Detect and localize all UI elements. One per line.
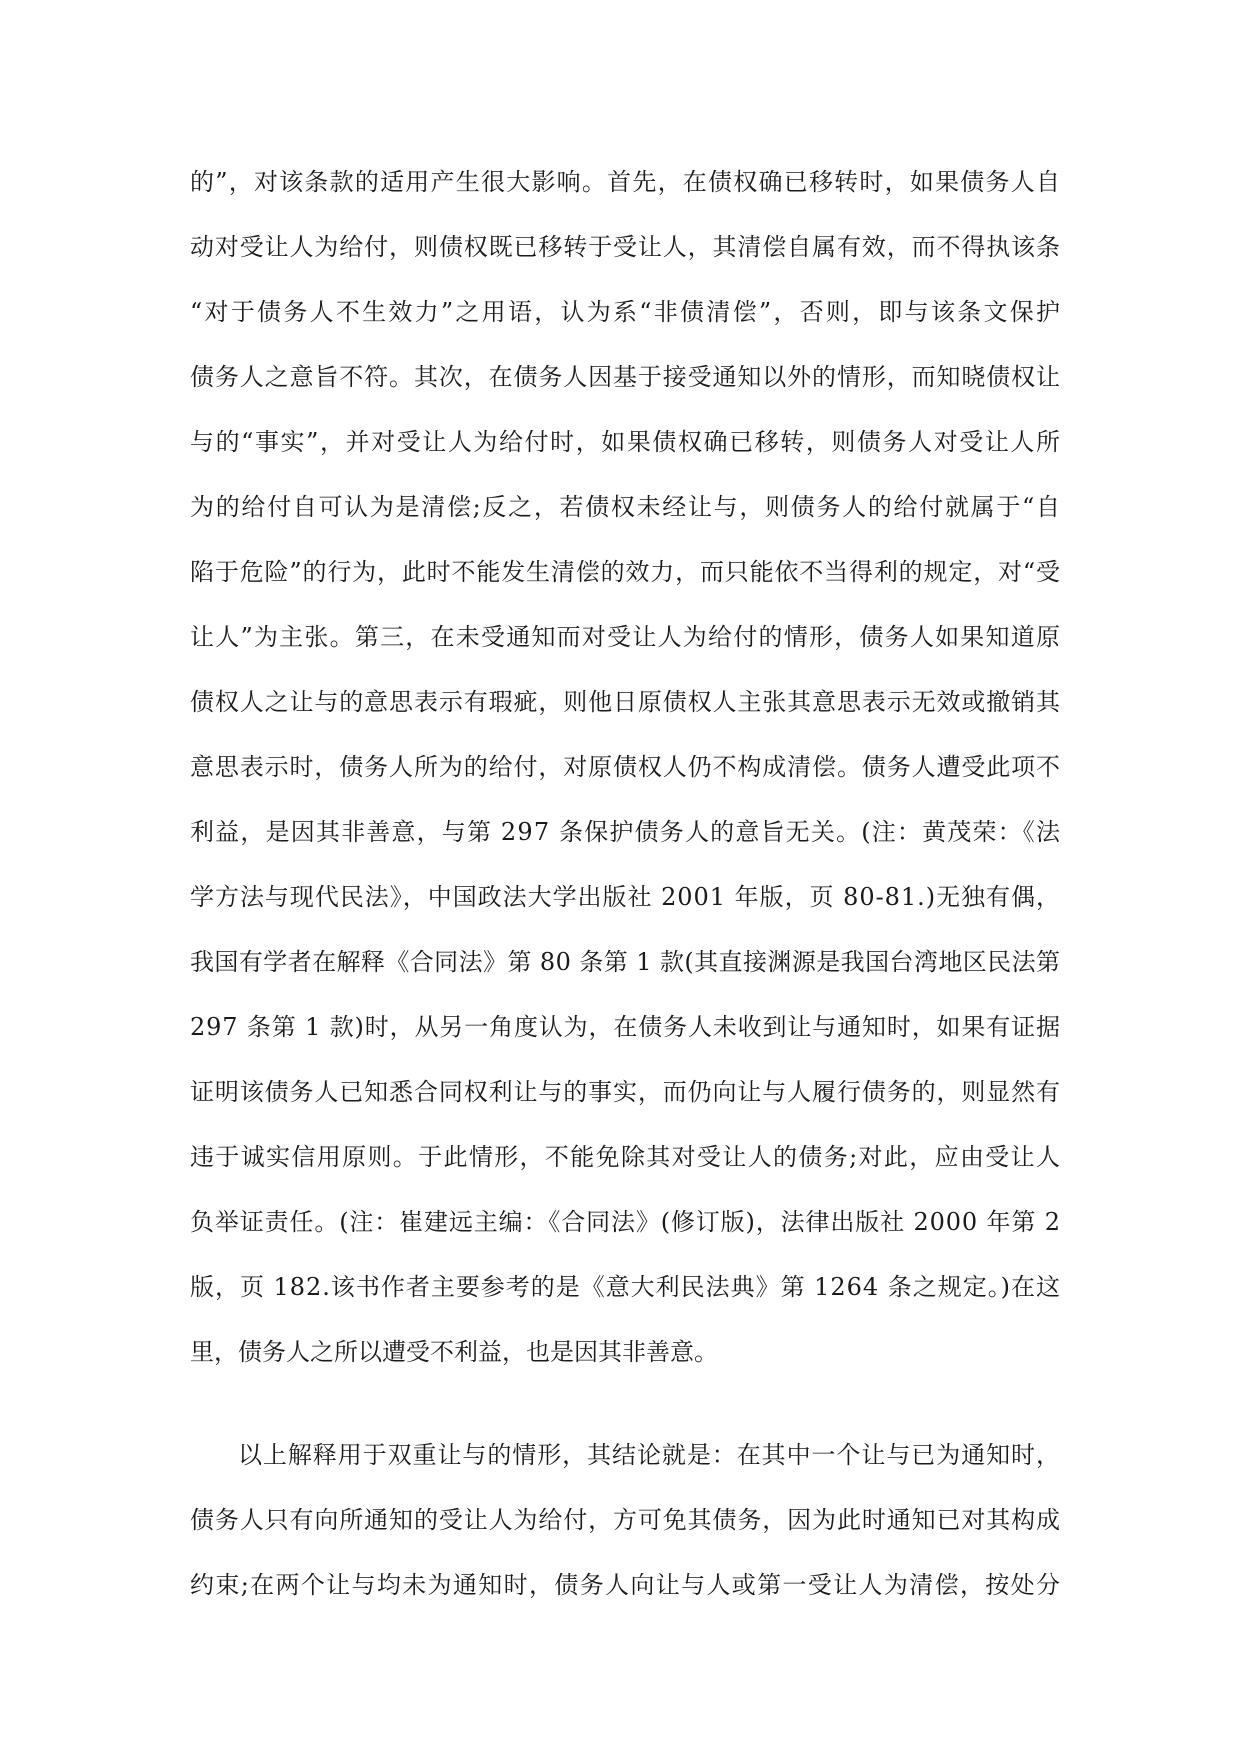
- text-line: 297 条第 1 款)时，从另一角度认为，在债务人未收到让与通知时，如果有证据: [190, 1013, 1061, 1041]
- text-line: 陷于危险”的行为，此时不能发生清偿的效力，而只能依不当得利的规定，对“受: [190, 558, 1061, 586]
- text-line: 违于诚实信用原则。于此情形，不能免除其对受让人的债务;对此，应由受让人: [190, 1143, 1062, 1171]
- text-line: 我国有学者在解释《合同法》第 80 条第 1 款(其直接渊源是我国台湾地区民法第: [190, 948, 1061, 976]
- text-line: 债务人之意旨不符。其次，在债务人因基于接受通知以外的情形，而知晓债权让: [190, 363, 1061, 391]
- text-line: 与的“事实”，并对受让人为给付时，如果债权确已移转，则债务人对受让人所: [190, 428, 1062, 456]
- text-line: 以上解释用于双重让与的情形，其结论就是：在其中一个让与已为通知时，: [238, 1441, 1061, 1469]
- text-line: 的”，对该条款的适用产生很大影响。首先，在债权确已移转时，如果债务人自: [190, 168, 1062, 196]
- text-line: 学方法与现代民法》，中国政法大学出版社 2001 年版，页 80-81.)无独有偶，: [190, 883, 1061, 911]
- text-line: 让人”为主张。第三，在未受通知而对受让人为给付的情形，债务人如果知道原: [190, 623, 1062, 651]
- text-line: 利益，是因其非善意，与第 297 条保护债务人的意旨无关。(注：黄茂荣：《法: [190, 818, 1062, 846]
- text-line: 债权人之让与的意思表示有瑕疵，则他日原债权人主张其意思表示无效或撤销其: [190, 688, 1061, 716]
- text-line: 债务人只有向所通知的受让人为给付，方可免其债务，因为此时通知已对其构成: [190, 1506, 1061, 1534]
- text-line: 动对受让人为给付，则债权既已移转于受让人，其清偿自属有效，而不得执该条: [190, 233, 1061, 261]
- paragraph-2: [190, 1423, 1060, 1618]
- text-line: 意思表示时，债务人所为的给付，对原债权人仍不构成清偿。债务人遭受此项不: [190, 753, 1061, 781]
- text-line: 负举证责任。(注：崔建远主编：《合同法》(修订版)，法律出版社 2000 年第 2: [190, 1208, 1061, 1236]
- text-line: 约束;在两个让与均未为通知时，债务人向让与人或第一受让人为清偿，按处分: [190, 1571, 1062, 1599]
- text-line: 里，债务人之所以遭受不利益，也是因其非善意。: [190, 1338, 718, 1366]
- text-line: 证明该债务人已知悉合同权利让与的事实，而仍向让与人履行债务的，则显然有: [190, 1078, 1061, 1106]
- paragraph-1: [190, 150, 1063, 1385]
- text-line: “对于债务人不生效力”之用语，认为系“非债清偿”，否则，即与该条文保护: [190, 298, 1063, 326]
- text-line: 版，页 182.该书作者主要参考的是《意大利民法典》第 1264 条之规定。)在这: [190, 1273, 1061, 1301]
- text-line: 为的给付自可认为是清偿;反之，若债权未经让与，则债务人的给付就属于“自: [190, 493, 1062, 521]
